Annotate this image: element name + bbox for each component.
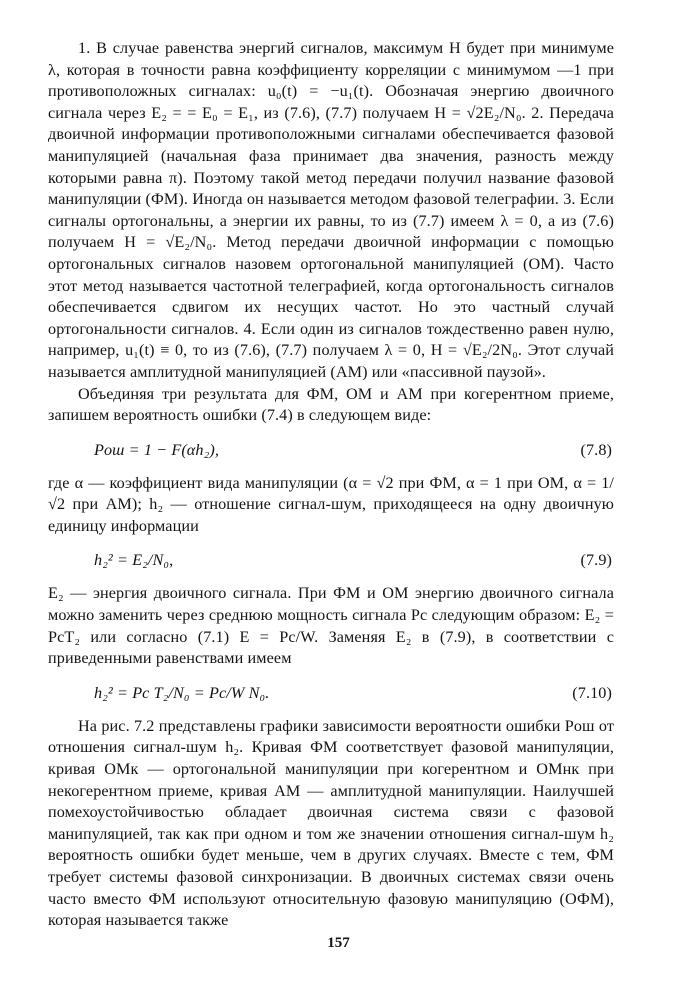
formula-7-9 xyxy=(48,543,614,577)
formula-7-8-expression: Pош = 1 − F(αh₂), xyxy=(94,440,219,459)
formula-7-10-expression: h₂² = Pс T₂/N₀ = Pс/W N₀. xyxy=(94,683,270,702)
paragraph-figure-discussion: На рис. 7.2 представлены графики зависимости вероятности ошибки Pош от отношения сигнал-шум h₂. Кривая ФМ соответствует фазовой манипуляции, кривая ОМк — ортогональной манипуляции при когерентном и ОМнк при некогерентном приеме, кривая АМ — амплитудной манипуляции. Наилучшей помехоустойчивостью обладает двоичная система связи с фазовой манипуляцией, так как при одном и том же значении отношения сигнал-шум h₂ вероятность ошибки будет меньше, чем в других случаях. Вместе с тем, ФМ требует системы фазовой синхронизации. В двоичных системах связи очень часто вместо ФМ используют относительную фазовую манипуляцию (ОФМ), которая называется также xyxy=(48,716,614,930)
paragraph-alpha-definition: где α — коэффициент вида манипуляции (α = √2 при ФМ, α = 1 при ОМ, α = 1/√2 при АМ); h₂ — отношение сигнал-шум, приходящееся на одну двоичную единицу информации xyxy=(48,473,614,535)
formula-7-10-number: (7.10) xyxy=(572,683,612,702)
formula-7-9-number: (7.9) xyxy=(580,551,612,570)
formula-7-10 xyxy=(48,676,614,710)
page-body xyxy=(48,38,614,932)
formula-7-9-expression: h₂² = E₂/N₀, xyxy=(94,551,174,570)
paragraph-combined-result: Объединяя три результата для ФМ, ОМ и АМ при когерентном приеме, запишем вероятность ошибки (7.4) в следующем виде: xyxy=(48,384,614,425)
formula-7-8-number: (7.8) xyxy=(580,440,612,459)
paragraph-binary-energy: E₂ — энергия двоичного сигнала. При ФМ и ОМ энергию двоичного сигнала можно заменить через среднюю мощность сигнала Pс следующим образом: E₂ = PсT₂ или согласно (7.1) E = Pс/W. Заменяя E₂ в (7.9), в соответствии с приведенными равенствами имеем xyxy=(48,584,614,668)
paragraph-manipulation-types: 1. В случае равенства энергий сигналов, максимум H будет при минимуме λ, которая в точности равна коэффициенту корреляции с минимумом —1 при противоположных сигналах: u₀(t) = −u₁(t). Обозначая энергию двоичного сигнала через E₂ = = E₀ = E₁, из (7.6), (7.7) получаем H = √2E₂/N₀. 2. Передача двоичной информации противоположными сигналами обеспечивается фазовой манипуляцией (начальная фаза принимает два значения, разность между которыми равна π). Поэтому такой метод передачи получил название фазовой манипуляции (ФМ). Иногда он называется методом фазовой телеграфии. 3. Если сигналы ортогональны, а энергии их равны, то из (7.7) имеем λ = 0, а из (7.6) получаем H = √E₂/N₀. Метод передачи двоичной информации с помощью ортогональных сигналов назовем ортогональной манипуляцией (ОМ). Часто этот метод называется частотной телеграфией, когда ортогональность сигналов обеспечивается сдвигом их несущих частот. Но это частный случай ортогональности сигналов. 4. Если один из сигналов тождественно равен нулю, например, u₁(t) ≡ 0, то из (7.6), (7.7) получаем λ = 0, H = √E₂/2N₀. Этот случай называется амплитудной манипуляцией (АМ) или «пассивной паузой». xyxy=(48,39,614,381)
formula-7-8 xyxy=(48,433,614,467)
page-number: 157 xyxy=(327,935,350,951)
